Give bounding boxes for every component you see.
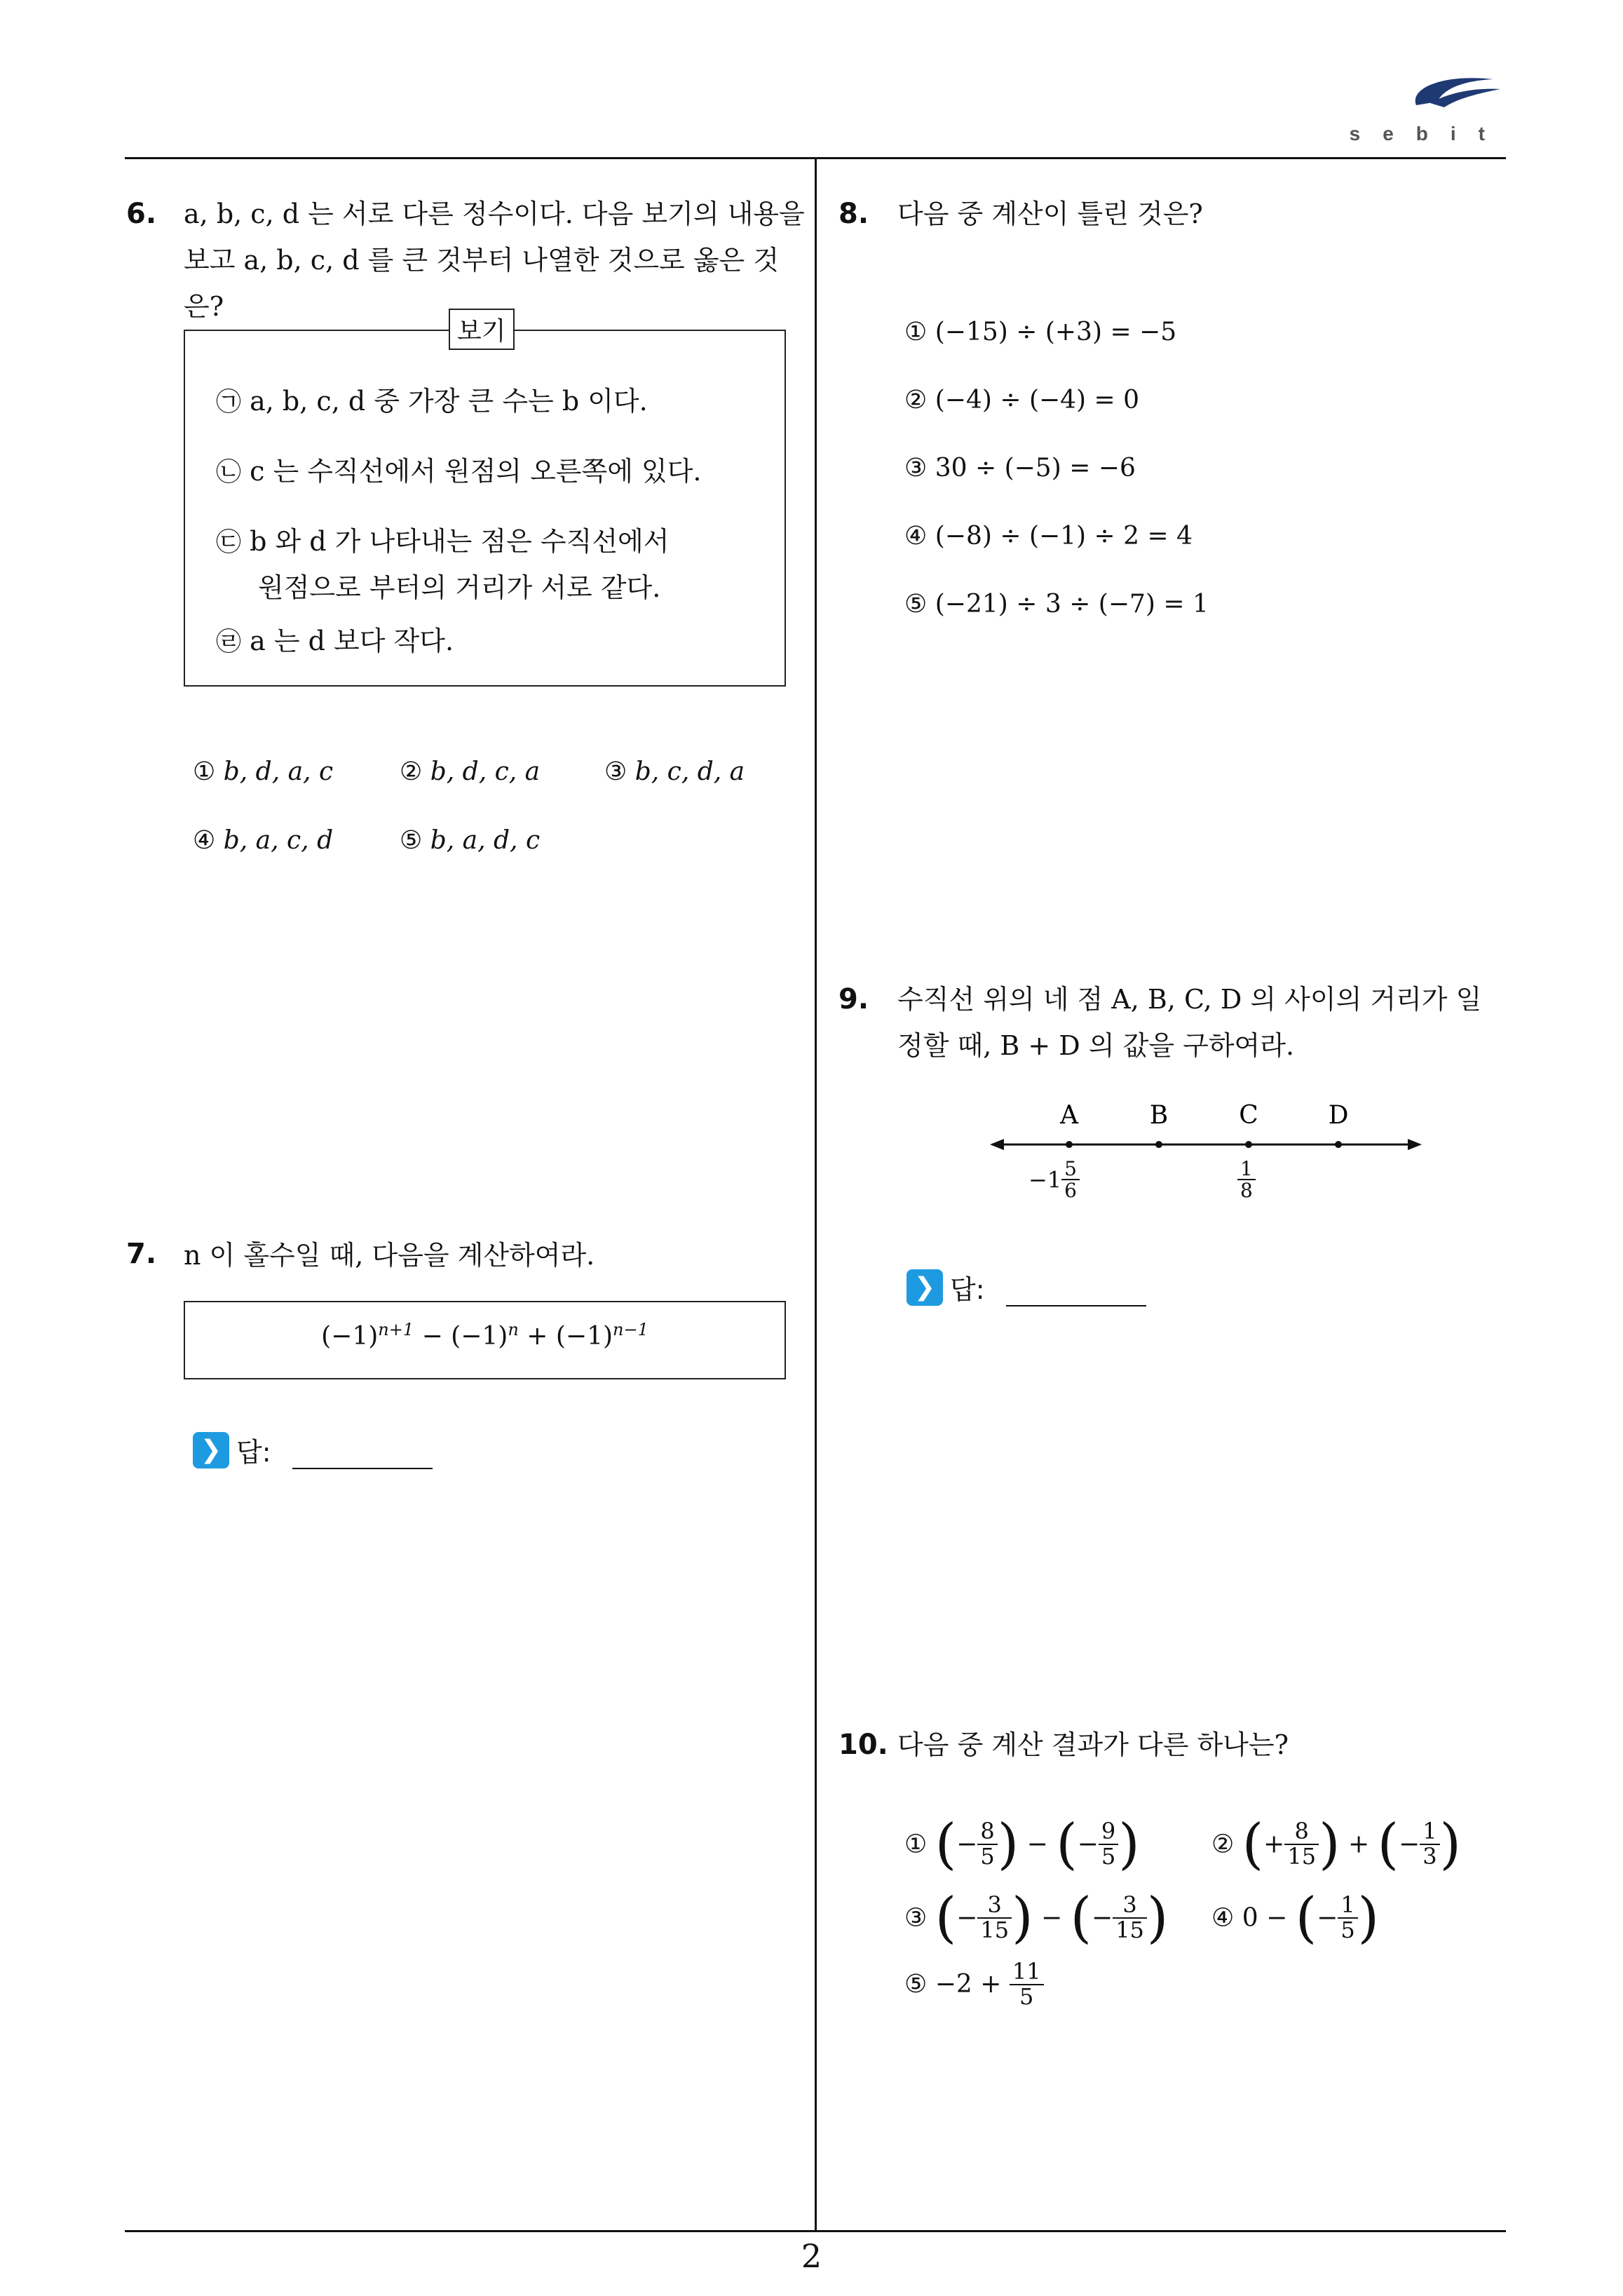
answer-arrow-icon: ❯ [906,1269,943,1306]
point-c-dot [1245,1141,1252,1148]
q9-number-line [989,1101,1423,1164]
sebit-logo [1350,67,1507,145]
q10-option-5: ⑤ −2 + $\frac{11}{5}$ [904,1960,1044,2008]
q10-option-1: ① (− $\frac{8}{5}$ ) − (− $\frac{9}{5}$ ) [904,1813,1140,1876]
q9-answer-blank[interactable] [1006,1277,1146,1306]
right-arrow-icon [1408,1139,1422,1150]
q9-label-a: −1 $\frac{5}{6}$ [1028,1159,1080,1201]
q7-question: n 이 홀수일 때, 다음을 계산하여라. [184,1240,595,1271]
q10-option-4: ④ 0 − (− $\frac{1}{5}$ ) [1211,1886,1380,1950]
q6-option-1: ① b, d, a, c [193,757,334,786]
q8-option-5: ⑤ (−21) ÷ 3 ÷ (−7) = 1 [904,590,1209,619]
point-a-dot [1066,1141,1073,1148]
logo-swoosh-icon [1395,67,1507,123]
q6-condition-4: ㉣ a 는 d 보다 작다. [216,626,454,656]
point-b-label: B [1149,1101,1169,1130]
q7-number: 7. [126,1238,157,1270]
q10-question: 다음 중 계산 결과가 다른 하나는? [897,1729,1289,1760]
left-arrow-icon [990,1139,1004,1150]
q6-condition-1: ㉠ a, b, c, d 중 가장 큰 수는 b 이다. [216,386,648,417]
q6-condition-3: ㉢ b 와 d 가 나타내는 점은 수직선에서 [216,526,670,557]
q6-box-label: 보기 [449,309,515,350]
point-c-label: C [1239,1101,1258,1130]
logo-text: sebit [1349,123,1507,144]
q6-option-4: ④ b, a, c, d [193,826,334,855]
column-divider [815,158,817,2231]
q6-option-2: ② b, d, c, a [400,757,541,786]
point-d-label: D [1328,1101,1349,1130]
point-d-dot [1335,1141,1342,1148]
q8-option-1: ① (−15) ÷ (+3) = −5 [904,318,1177,346]
page-number: 2 [801,2237,822,2275]
q6-condition-2: ㉡ c 는 수직선에서 원점의 오른쪽에 있다. [216,456,702,487]
q7-expression: $(-1)^{n+1} - (-1)^n + (-1)^{n-1}$ [321,1320,648,1351]
q6-line1: a, b, c, d 는 서로 다른 정수이다. 다음 보기의 내용을 [184,198,805,229]
answer-arrow-icon: ❯ [193,1432,229,1468]
q6-condition-3-cont: 원점으로 부터의 거리가 서로 같다. [258,572,661,603]
q7-answer-label: 답: [236,1437,271,1468]
q8-question: 다음 중 계산이 틀린 것은? [897,198,1203,229]
q8-option-3: ③ 30 ÷ (−5) = −6 [904,454,1136,482]
q6-number: 6. [126,198,157,230]
q9-answer-label: 답: [950,1274,985,1305]
q8-number: 8. [838,198,869,230]
q9-answer [906,1268,1146,1306]
q9-line1: 수직선 위의 네 점 A, B, C, D 의 사이의 거리가 일 [897,984,1482,1015]
q6-conditions [216,379,777,665]
q6-option-5: ⑤ b, a, d, c [400,826,541,855]
footer-rule [125,2230,1506,2232]
q10-option-2: ② (+ $\frac{8}{15}$ ) + (− $\frac{1}{3}$ ) [1211,1813,1461,1876]
q8-options [904,298,1209,638]
point-a-label: A [1060,1101,1078,1130]
point-b-dot [1155,1141,1162,1148]
q6-option-3: ③ b, c, d, a [604,757,745,786]
q8-option-4: ④ (−8) ÷ (−1) ÷ 2 = 4 [904,522,1193,551]
q7-answer [193,1431,433,1469]
q9-question [897,976,1514,1069]
q8-option-2: ② (−4) ÷ (−4) = 0 [904,386,1140,414]
q6-line2: 보고 a, b, c, d 를 큰 것부터 나열한 것으로 옳은 것은? [184,245,780,322]
q10-option-3: ③ (− $\frac{3}{15}$ ) − (− $\frac{3}{15}$ ) [904,1886,1169,1950]
q9-number: 9. [838,983,869,1015]
q10-number: 10. [838,1729,888,1761]
q9-label-c: $\frac{1}{8}$ [1237,1159,1256,1201]
q9-line2: 정할 때, B + D 의 값을 구하여라. [897,1030,1295,1061]
q7-answer-blank[interactable] [292,1440,433,1469]
